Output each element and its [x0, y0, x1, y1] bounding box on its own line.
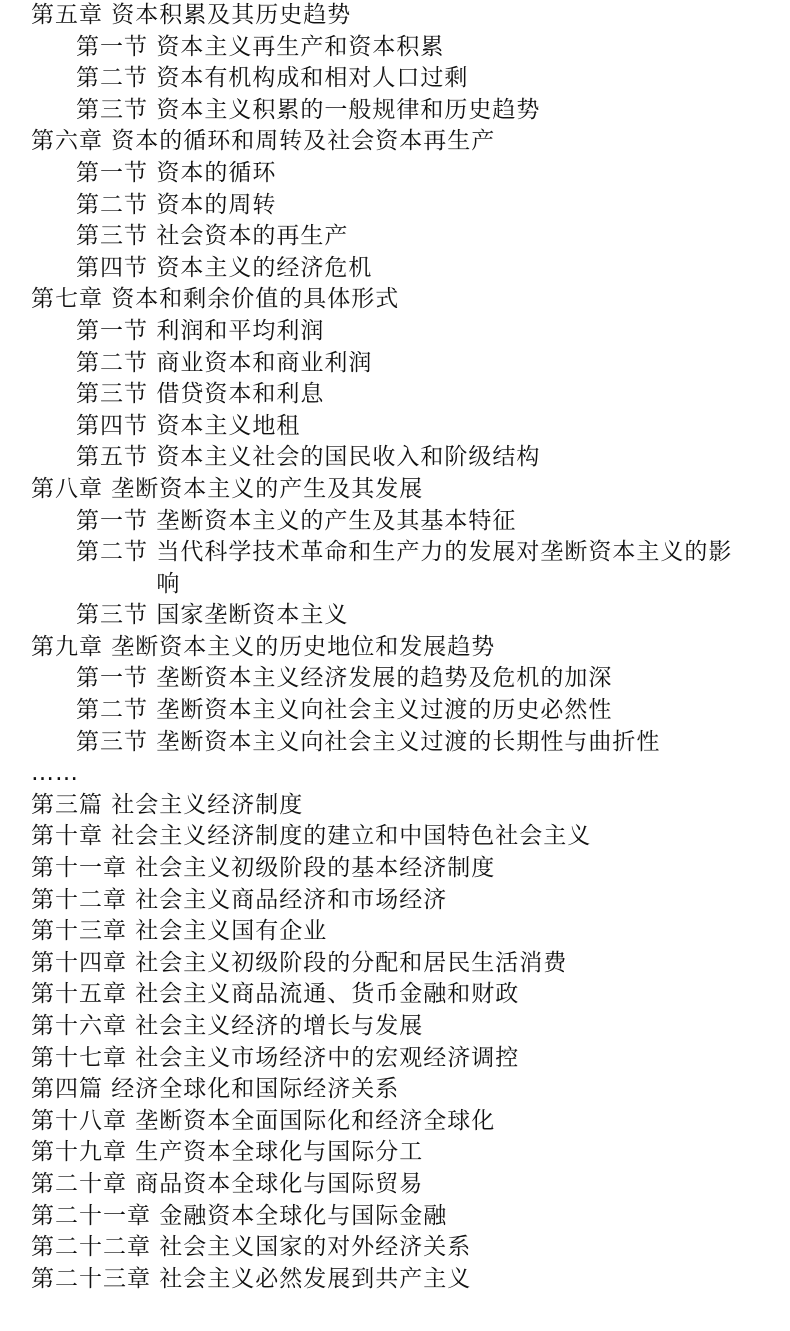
toc-heading: 第二十一章 金融资本全球化与国际金融 [31, 1202, 448, 1229]
section-gap [148, 348, 156, 380]
section-number: 第四节 [76, 412, 148, 439]
toc-heading: 第十三章 社会主义国有企业 [31, 918, 328, 945]
section-number: 第二节 [76, 349, 148, 376]
toc-section [0, 348, 790, 380]
toc-section [0, 506, 790, 538]
section-title: 垄断资本主义经济发展的趋势及危机的加深 [156, 665, 613, 692]
section-number: 第三节 [76, 381, 148, 408]
section-number: 第三节 [76, 602, 148, 629]
section-title: 资本的循环 [156, 159, 277, 186]
section-gap [148, 379, 156, 411]
toc-heading: 第二十章 商品资本全球化与国际贸易 [31, 1170, 424, 1197]
toc-heading: 第四篇 经济全球化和国际经济关系 [31, 1076, 400, 1103]
section-gap [148, 600, 156, 632]
toc-section [0, 32, 790, 64]
section-gap [148, 663, 156, 695]
toc-heading: 第十二章 社会主义商品经济和市场经济 [31, 886, 448, 913]
section-number: 第二节 [76, 191, 148, 218]
toc-section [0, 253, 790, 285]
section-number: 第四节 [76, 254, 148, 281]
section-gap [148, 537, 156, 600]
toc-section [0, 221, 790, 253]
section-title: 资本主义积累的一般规律和历史趋势 [156, 96, 541, 123]
section-title: 资本有机构成和相对人口过剩 [156, 65, 469, 92]
toc-heading: 第十五章 社会主义商品流通、货币金融和财政 [31, 981, 520, 1008]
section-number: 第一节 [76, 317, 148, 344]
toc-heading: 第十章 社会主义经济制度的建立和中国特色社会主义 [31, 823, 592, 850]
section-number: 第三节 [76, 223, 148, 250]
toc-section [0, 316, 790, 348]
section-number: 第二节 [76, 539, 148, 566]
toc-section [0, 695, 790, 727]
section-title: 资本主义社会的国民收入和阶级结构 [156, 444, 541, 471]
toc-heading: 第二十二章 社会主义国家的对外经济关系 [31, 1234, 472, 1261]
section-title: 资本主义再生产和资本积累 [156, 33, 445, 60]
section-number: 第三节 [76, 728, 148, 755]
section-gap [148, 32, 156, 64]
toc-heading: 第六章 资本的循环和周转及社会资本再生产 [31, 128, 496, 155]
section-title: 商业资本和商业利润 [156, 349, 373, 376]
toc-section [0, 537, 790, 600]
section-number: 第一节 [76, 665, 148, 692]
section-title: 资本的周转 [156, 191, 277, 218]
section-title: 垄断资本主义的产生及其基本特征 [156, 507, 517, 534]
toc-section [0, 663, 790, 695]
section-number: 第一节 [76, 159, 148, 186]
toc-heading: 第十九章 生产资本全球化与国际分工 [31, 1139, 424, 1166]
section-gap [148, 506, 156, 538]
section-gap [148, 727, 156, 759]
section-gap [148, 63, 156, 95]
section-title: 资本主义的经济危机 [156, 254, 373, 281]
toc-heading: 第三篇 社会主义经济制度 [31, 791, 304, 818]
section-title: 垄断资本主义向社会主义过渡的长期性与曲折性 [156, 728, 661, 755]
toc-section [0, 442, 790, 474]
toc-heading: 第七章 资本和剩余价值的具体形式 [31, 286, 400, 313]
section-gap [148, 695, 156, 727]
section-gap [148, 158, 156, 190]
toc-ellipsis: …… [31, 760, 79, 787]
section-title: 社会资本的再生产 [156, 223, 349, 250]
toc-section [0, 158, 790, 190]
toc-heading: 第十六章 社会主义经济的增长与发展 [31, 1013, 424, 1039]
section-gap [148, 442, 156, 474]
section-gap [148, 253, 156, 285]
section-gap [148, 411, 156, 443]
toc-section [0, 727, 790, 759]
section-title: 借贷资本和利息 [156, 381, 325, 408]
section-number: 第一节 [76, 33, 148, 60]
section-gap [148, 316, 156, 348]
section-title: 当代科学技术革命和生产力的发展对垄断资本主义的影响 [156, 539, 733, 597]
section-title: 垄断资本主义向社会主义过渡的历史必然性 [156, 697, 613, 724]
toc-section [0, 379, 790, 411]
toc-heading: 第二十三章 社会主义必然发展到共产主义 [31, 1265, 472, 1292]
toc-heading: 第十八章 垄断资本全面国际化和经济全球化 [31, 1107, 496, 1134]
section-gap [148, 190, 156, 222]
section-number: 第一节 [76, 507, 148, 534]
section-title: 利润和平均利润 [156, 317, 325, 344]
toc-heading: 第九章 垄断资本主义的历史地位和发展趋势 [31, 633, 496, 660]
section-number: 第二节 [76, 65, 148, 92]
section-title: 资本主义地租 [156, 412, 301, 439]
toc-section [0, 190, 790, 222]
toc-heading: 第十四章 社会主义初级阶段的分配和居民生活消费 [31, 949, 568, 976]
section-number: 第三节 [76, 96, 148, 123]
toc-section [0, 63, 790, 95]
section-gap [148, 95, 156, 127]
section-gap [148, 221, 156, 253]
toc-heading: 第十七章 社会主义市场经济中的宏观经济调控 [31, 1044, 520, 1071]
toc-heading: 第五章 资本积累及其历史趋势 [31, 2, 352, 28]
toc-section [0, 411, 790, 443]
toc-section [0, 95, 790, 127]
toc-heading: 第八章 垄断资本主义的产生及其发展 [31, 475, 424, 502]
toc-heading: 第十一章 社会主义初级阶段的基本经济制度 [31, 855, 496, 882]
section-number: 第五节 [76, 444, 148, 471]
section-number: 第二节 [76, 697, 148, 724]
toc-section [0, 600, 790, 632]
section-title: 国家垄断资本主义 [156, 602, 349, 629]
